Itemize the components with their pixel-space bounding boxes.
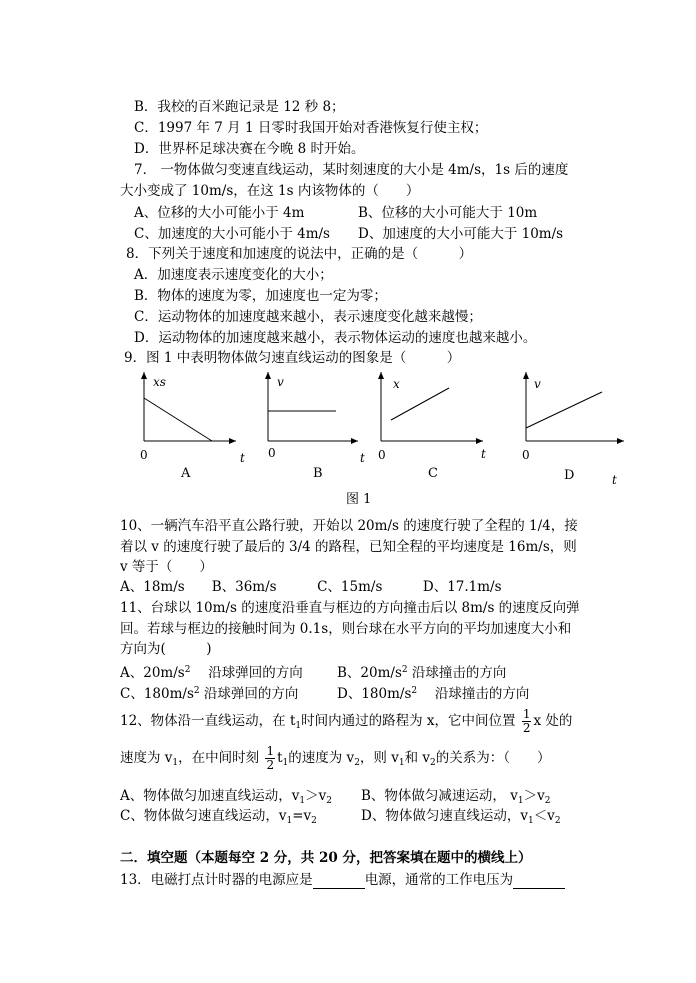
graph-d-line xyxy=(526,392,602,428)
q13-blank-1[interactable] xyxy=(313,874,365,889)
q7-stem-line1: 7． 一物体做匀变速直线运动，某时刻速度的大小是 4m/s，1s 后的速度 xyxy=(134,162,569,178)
graph-d xyxy=(516,368,636,488)
graph-c-line xyxy=(391,388,449,420)
section-2-title: 二．填空题（本题每空 2 分，共 20 分，把答案填在题中的横线上） xyxy=(120,850,532,866)
q9-stem: 9．图 1 中表明物体做匀速直线运动的图象是（ ） xyxy=(124,350,461,366)
graph-c-caption: C xyxy=(428,466,438,481)
graph-c-x-label: t xyxy=(481,447,486,461)
q6-option-c: C．1997 年 7 月 1 日零时我国开始对香港恢复行使主权； xyxy=(134,120,488,136)
q10-stem-line2: 着以 v 的速度行驶了最后的 3/4 的路程，已知全程的平均速度是 16m/s，则 xyxy=(120,539,577,555)
q11-option-a: A、$20m/s^2$ 沿球弹回的方向 xyxy=(120,665,303,681)
graph-b-caption: B xyxy=(313,466,323,481)
graph-b xyxy=(260,368,375,470)
q8-option-c: C．运动物体的加速度越来越小，表示速度变化越来越慢； xyxy=(134,309,482,325)
graph-b-origin: 0 xyxy=(268,446,276,460)
q12-option-d: D、物体做匀速直线运动，$v_1<v_2$ xyxy=(361,808,561,826)
q8-stem: 8．下列关于速度和加速度的说法中，正确的是（ ） xyxy=(126,246,473,262)
q8-option-a: A．加速度表示速度变化的大小； xyxy=(134,267,333,283)
graph-b-y-label: v xyxy=(277,375,284,389)
graph-c-origin: 0 xyxy=(378,448,386,462)
figure-caption: 图 1 xyxy=(346,492,372,507)
q7-option-a: A、位移的大小可能小于 4m xyxy=(134,205,305,221)
q12-option-b: B、物体做匀减速运动， $v_1>v_2$ xyxy=(361,788,551,806)
q10-options: A、18m/s B、36m/s C、15m/s D、17.1m/s xyxy=(120,579,502,595)
q7-option-d: D、加速度的大小可能大于 10m/s xyxy=(358,226,564,242)
q13-blank-2[interactable] xyxy=(513,874,565,889)
q7-option-c: C、加速度的大小可能小于 4m/s xyxy=(134,226,330,242)
graph-d-y-label: v xyxy=(534,377,541,391)
graph-d-caption: D xyxy=(564,468,575,483)
q6-option-b: B．我校的百米跑记录是 12 秒 8； xyxy=(134,99,345,115)
q12-option-a: A、物体做匀加速直线运动，$v_1>v_2$ xyxy=(120,788,332,806)
graph-c xyxy=(373,368,498,470)
q7-stem-line2: 大小变成了 10m/s，在这 1s 内该物体的（ ） xyxy=(120,183,420,199)
q11-option-c: C、$180m/s^2$ 沿球弹回的方向 xyxy=(120,686,299,702)
q6-option-d: D．世界杯足球决赛在今晚 8 时开始。 xyxy=(134,141,365,157)
graph-c-y-label: x xyxy=(393,377,400,391)
q11-stem-line1: 11、台球以 10m/s 的速度沿垂直与框边的方向撞击后以 8m/s 的速度反向弹 xyxy=(120,600,580,616)
q11-option-b: B、$20m/s^2$ 沿球撞击的方向 xyxy=(337,665,507,681)
graph-a-caption: A xyxy=(181,466,191,481)
q10-stem-line3: v 等于（ ） xyxy=(120,559,213,575)
graph-d-origin: 0 xyxy=(522,448,530,462)
q12-fraction-half-x: $\frac{1}{2}$ xyxy=(522,707,531,735)
graph-a xyxy=(136,368,261,470)
q12-option-c: C、物体做匀速直线运动，$v_1=v_2$ xyxy=(120,808,317,826)
q8-option-d: D．运动物体的加速度越来越小，表示物体运动的速度也越来越小。 xyxy=(134,330,537,346)
q11-option-d: D、$180m/s^2$ 沿球撞击的方向 xyxy=(337,686,530,702)
q11-stem-line2: 回。若球与框边的接触时间为 0.1s，则台球在水平方向的平均加速度大小和 xyxy=(120,621,572,637)
q13-stem: 13．电磁打点计时器的电源应是 电源，通常的工作电压为 xyxy=(120,871,565,889)
q7-option-b: B、位移的大小可能大于 10m xyxy=(358,205,538,221)
graph-a-x-label: t xyxy=(240,451,245,465)
graph-a-line xyxy=(144,398,212,441)
q12-stem-line2: 速度为 $v_1$，在中间时刻 $\frac{1}{2}$ $t_1$的速度为 $v_2$，则 $v_1$和 $v_2$的关系为：（ ） xyxy=(120,744,551,772)
graph-a-y-label: xs xyxy=(153,375,166,389)
q12-stem-line1: 12、物体沿一直线运动，在 $t_1$时间内通过的路程为 x，它中间位置 $\frac{1}{2}$ x 处的 xyxy=(120,707,573,735)
graph-d-x-label: t xyxy=(612,473,617,487)
graph-b-x-label: t xyxy=(360,451,365,465)
q8-option-b: B．物体的速度为零，加速度也一定为零； xyxy=(134,288,387,304)
q10-stem-line1: 10、一辆汽车沿平直公路行驶，开始以 20m/s 的速度行驶了全程的 1/4，接 xyxy=(120,518,578,534)
graph-a-origin: 0 xyxy=(140,448,148,462)
q12-fraction-half-t: $\frac{1}{2}$ xyxy=(266,744,275,772)
q11-stem-line3: 方向为( ) xyxy=(120,641,212,657)
